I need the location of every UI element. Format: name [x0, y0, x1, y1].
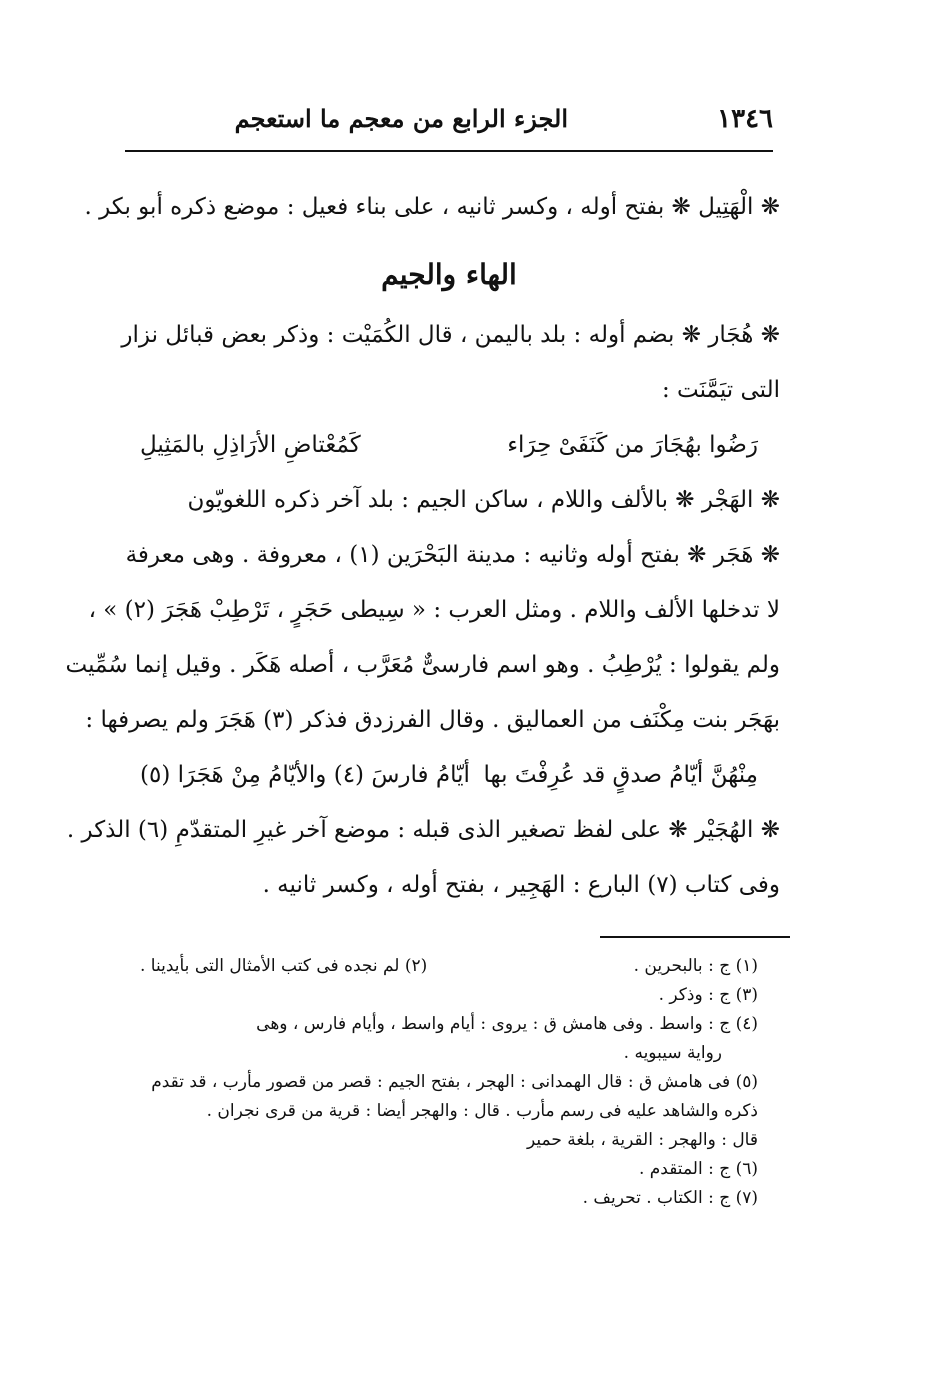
verse-1 — [118, 418, 780, 473]
footnote-1: (١) ج : بالبحرين . — [633, 956, 758, 976]
entry-hujayr-line-2: وفى كتاب (٧) البارع : الهَجِير ، بفتح أوله ، وكسر ثانيه . — [262, 872, 780, 898]
footnote-5-line-3: قال : والهجر : القرية ، بلغة حمير — [527, 1130, 758, 1150]
footnote-5-line-1: (٥) فى هامش ق : قال الهمدانى : الهجر ، بفتح الجيم : قصر من قصور مأرب ، قد تقدم — [151, 1072, 758, 1092]
entry-hajar-line-3: ولم يقولوا : يُرْطِبُ . وهو اسم فارسىٌّ مُعَرَّب ، أصله هَكَر . وقيل إنما سُمِّيت — [65, 652, 780, 678]
footnote-4-line-2: رواية سيبويه . — [623, 1043, 722, 1063]
entry-hujayr-line-1: ❋ الهُجَيْر ❋ على لفظ تصغير الذى قبله : موضع آخر غيرِ المتقدّمِ (٦) الذكر . — [66, 817, 780, 843]
footnote-6: (٦) ج : المتقدم . — [638, 1159, 758, 1179]
footnotes — [140, 952, 758, 1213]
header-rule — [125, 150, 773, 152]
footnote-5-line-2: ذكره والشاهد عليه فى رسم مأرب . قال : والهجر أيضا : قرية من قرى نجران . — [206, 1101, 758, 1121]
section-heading: الهاء والجيم — [381, 258, 517, 291]
verse-2 — [118, 748, 780, 803]
footnote-row-1-2 — [140, 952, 758, 981]
entry-hujar-line-2: التى تيَمَّنَت : — [661, 377, 780, 403]
footnote-2: (٢) لم نجده فى كتب الأمثال التى بأيدينا . — [140, 956, 428, 976]
running-title: الجزء الرابع من معجم ما استعجم — [234, 104, 568, 133]
footnote-7: (٧) ج : الكتاب . تحريف . — [582, 1188, 758, 1208]
entry-alhajr: ❋ الهَجْر ❋ بالألف واللام ، ساكن الجيم : بلد آخر ذكره اللغويّون — [187, 487, 780, 513]
verse-2-hemistich-left: أيّامُ فارسَ (٤) والأيّامُ مِنْ هَجَرَا (٥) — [140, 762, 470, 788]
main-text — [65, 180, 780, 913]
entry-hujar-line-1: ❋ هُجَار ❋ بضم أوله : بلد باليمن ، قال الكُمَيْت : وذكر بعض قبائل نزار — [121, 322, 780, 348]
page-number: ١٣٤٦ — [717, 104, 773, 134]
page-header — [125, 100, 773, 148]
entry-hajar-line-2: لا تدخلها الألف واللام . ومثل العرب : « سِيطى حَجَرٍ ، تَرْطِبْ هَجَرَ (٢) » ، — [88, 597, 780, 623]
verse-1-hemistich-right: رَضُوا بهُجَارَ من كَنَفَىْ حِرَاء — [507, 432, 758, 458]
verse-2-hemistich-right: مِنْهُنَّ أيّامُ صدقٍ قد عُرِفْتَ بها — [483, 762, 758, 788]
verse-1-hemistich-left: كَمُعْتاضِ الأرَاذِلِ بالمَثِيلِ — [140, 432, 361, 458]
footnote-rule — [600, 936, 790, 938]
footnote-3: (٣) ج : وذكر . — [658, 985, 758, 1005]
footnote-4-line-1: (٤) ج : واسط . وفى هامش ق : يروى : أيام واسط ، وأيام فارس ، وهى — [256, 1014, 758, 1034]
entry-hatil: ❋ الْهَتِيل ❋ بفتح أوله ، وكسر ثانيه ، على بناء فعيل : موضع ذكره أبو بكر . — [84, 194, 780, 220]
entry-hajar-line-4: بهَجَر بنت مِكْنَف من العماليق . وقال الفرزدق فذكر (٣) هَجَرَ ولم يصرفها : — [85, 707, 780, 733]
entry-hajar-line-1: ❋ هَجَر ❋ بفتح أوله وثانيه : مدينة البَحْرَين (١) ، معروفة . وهى معرفة — [125, 542, 780, 568]
